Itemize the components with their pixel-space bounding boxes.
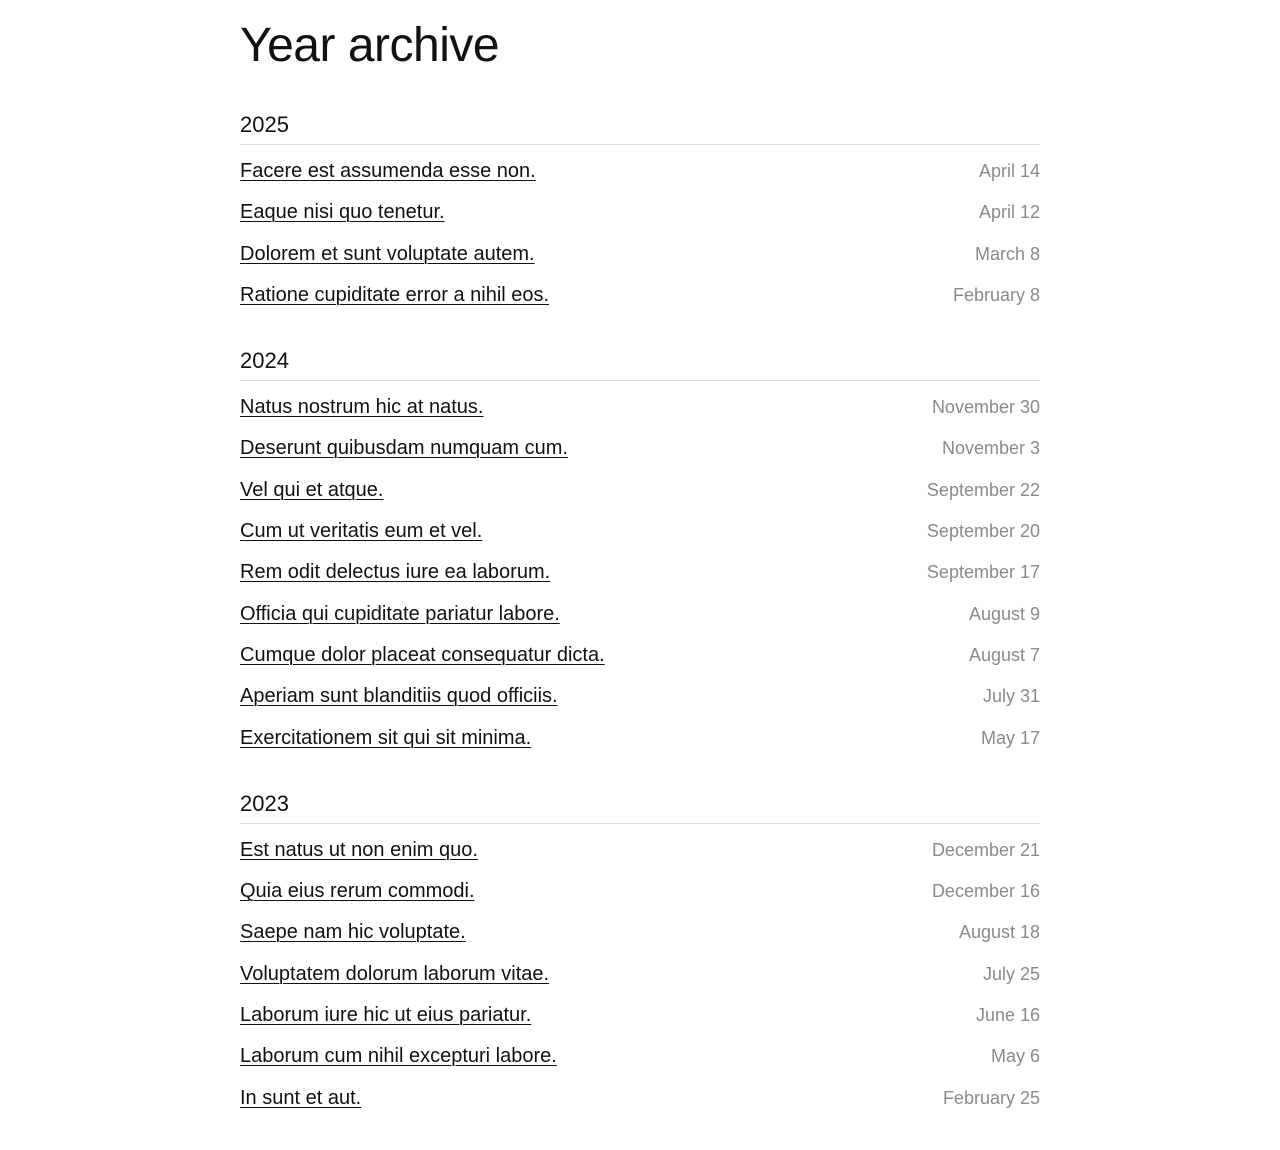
post-link[interactable]: Laborum cum nihil excepturi labore. (240, 1045, 557, 1068)
post-date: April 12 (978, 202, 1040, 223)
post-date: July 25 (982, 963, 1040, 984)
post-link[interactable]: Natus nostrum hic at natus. (240, 396, 484, 419)
post-row (240, 192, 1040, 233)
post-date: February 25 (942, 1087, 1040, 1108)
year-section-2023 (240, 790, 1040, 1119)
year-section-2024 (240, 347, 1040, 759)
post-row (240, 234, 1040, 275)
post-date: September 20 (926, 521, 1040, 542)
post-date: May 17 (980, 727, 1040, 748)
post-date: November 30 (931, 397, 1040, 418)
post-date: December 16 (931, 881, 1040, 902)
post-date: July 31 (982, 686, 1040, 707)
post-link[interactable]: Deserunt quibusdam numquam cum. (240, 437, 568, 460)
post-date: February 8 (952, 284, 1040, 305)
year-heading: 2024 (240, 347, 1040, 381)
post-row (240, 718, 1040, 759)
post-row (240, 275, 1040, 316)
post-row (240, 912, 1040, 953)
post-link[interactable]: Vel qui et atque. (240, 478, 384, 501)
post-link[interactable]: Saepe nam hic voluptate. (240, 921, 466, 944)
post-row (240, 511, 1040, 552)
post-row (240, 594, 1040, 635)
post-link[interactable]: Est natus ut non enim quo. (240, 838, 478, 861)
post-link[interactable]: Rem odit delectus iure ea laborum. (240, 561, 551, 584)
year-heading: 2023 (240, 790, 1040, 824)
post-link[interactable]: Quia eius rerum commodi. (240, 880, 475, 903)
post-link[interactable]: In sunt et aut. (240, 1086, 362, 1109)
post-list (240, 824, 1040, 1119)
post-row (240, 1078, 1040, 1119)
post-date: April 14 (978, 161, 1040, 181)
post-date: September 22 (926, 479, 1040, 500)
post-list (240, 381, 1040, 759)
post-row (240, 995, 1040, 1036)
post-row (240, 954, 1040, 995)
post-link[interactable]: Cumque dolor placeat consequatur dicta. (240, 643, 605, 666)
post-date: March 8 (974, 243, 1040, 264)
post-link[interactable]: Dolorem et sunt voluptate autem. (240, 242, 535, 265)
archive-page (240, 0, 1040, 1119)
post-list (240, 145, 1040, 316)
post-link[interactable]: Aperiam sunt blanditiis quod officiis. (240, 685, 558, 708)
post-date: August 7 (968, 644, 1040, 665)
year-section-2025 (240, 111, 1040, 316)
post-row (240, 151, 1040, 192)
year-heading: 2025 (240, 111, 1040, 145)
post-link[interactable]: Eaque nisi quo tenetur. (240, 201, 445, 224)
post-row (240, 428, 1040, 469)
post-date: June 16 (975, 1005, 1040, 1026)
post-link[interactable]: Exercitationem sit qui sit minima. (240, 726, 532, 749)
post-date: December 21 (931, 839, 1040, 860)
page-title: Year archive (240, 19, 500, 72)
post-date: September 17 (926, 562, 1040, 583)
post-link[interactable]: Laborum iure hic ut eius pariatur. (240, 1004, 532, 1027)
post-row (240, 387, 1040, 428)
post-date: August 9 (968, 603, 1040, 624)
post-link[interactable]: Cum ut veritatis eum et vel. (240, 520, 483, 543)
post-row (240, 676, 1040, 717)
post-link[interactable]: Ratione cupiditate error a nihil eos. (240, 283, 550, 306)
post-row (240, 635, 1040, 676)
post-link[interactable]: Voluptatem dolorum laborum vitae. (240, 962, 550, 985)
post-row (240, 1036, 1040, 1077)
post-row (240, 830, 1040, 871)
post-link[interactable]: Facere est assumenda esse non. (240, 160, 536, 182)
post-row (240, 470, 1040, 511)
post-link[interactable]: Officia qui cupiditate pariatur labore. (240, 602, 560, 625)
post-row (240, 552, 1040, 593)
post-row (240, 871, 1040, 912)
post-date: August 18 (958, 922, 1040, 943)
post-date: May 6 (990, 1046, 1040, 1067)
post-date: November 3 (941, 438, 1040, 459)
